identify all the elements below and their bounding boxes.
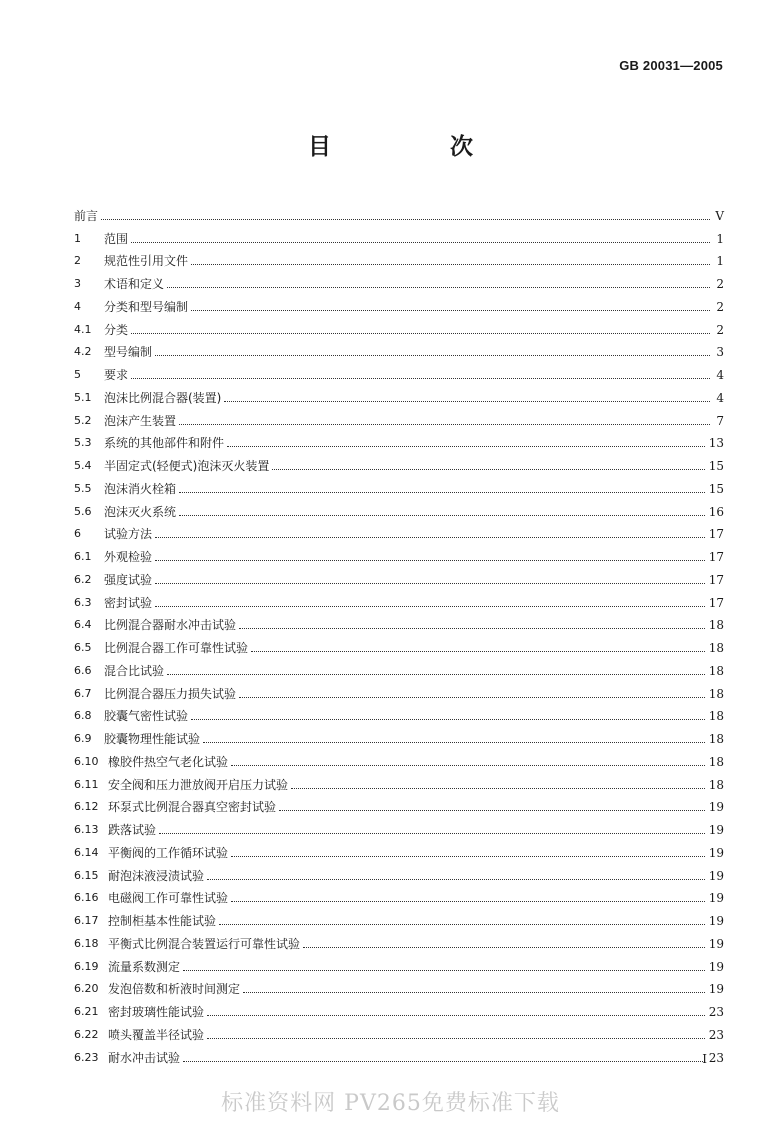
toc-entry-label: 术语和定义 bbox=[104, 277, 165, 291]
toc-entry[interactable] bbox=[74, 633, 724, 656]
dot-leader bbox=[203, 742, 705, 743]
toc-entry-number: 5.6 bbox=[74, 504, 92, 518]
toc-entry-number: 6.7 bbox=[74, 686, 92, 700]
toc-entry-label: 泡沫消火栓箱 bbox=[104, 481, 177, 496]
toc-entry[interactable] bbox=[74, 360, 724, 383]
dot-leader bbox=[101, 219, 710, 220]
toc-entry-label: 耐水冲击试验 bbox=[108, 1050, 181, 1065]
toc-entry-number: 6.23 bbox=[74, 1050, 99, 1064]
toc-entry-label: 混合比试验 bbox=[104, 663, 165, 678]
toc-entry-page: 15 bbox=[708, 481, 724, 496]
toc-entry-label: 比例混合器工作可靠性试验 bbox=[104, 641, 249, 655]
dot-leader bbox=[183, 1061, 705, 1062]
dot-leader bbox=[272, 469, 704, 470]
toc-entry[interactable] bbox=[74, 975, 724, 998]
toc-entry-number: 6.14 bbox=[74, 845, 99, 859]
toc-entry[interactable] bbox=[74, 292, 724, 315]
toc-entry-page: 19 bbox=[708, 823, 724, 837]
dot-leader bbox=[131, 242, 710, 243]
toc-entry-label: 喷头覆盖半径试验 bbox=[108, 1027, 205, 1042]
dot-leader bbox=[231, 901, 705, 902]
toc-entry-number: 6 bbox=[74, 527, 81, 541]
toc-entry-number: 5.1 bbox=[74, 390, 92, 404]
toc-entry-number: 2 bbox=[74, 254, 81, 268]
toc-entry[interactable] bbox=[74, 565, 724, 588]
toc-entry-label: 胶囊气密性试验 bbox=[104, 709, 189, 724]
dot-leader bbox=[155, 583, 705, 584]
toc-entry-number: 6.20 bbox=[74, 982, 99, 996]
toc-entry-number: 6.11 bbox=[74, 777, 99, 791]
toc-entry-number: 5 bbox=[74, 368, 81, 381]
toc-entry[interactable] bbox=[74, 497, 724, 520]
toc-entry[interactable] bbox=[74, 520, 724, 543]
toc-entry-label: 发泡倍数和析液时间测定 bbox=[108, 982, 241, 997]
toc-entry-label: 范围 bbox=[104, 231, 129, 246]
toc-entry-label: 系统的其他部件和附件 bbox=[104, 436, 225, 451]
toc-entry[interactable] bbox=[74, 451, 724, 474]
dot-leader bbox=[231, 765, 705, 766]
standard-code: GB 20031—2005 bbox=[619, 58, 723, 73]
dot-leader bbox=[191, 719, 705, 720]
toc-entry-page: 18 bbox=[708, 777, 724, 792]
toc-entry-number: 6.6 bbox=[74, 663, 92, 677]
toc-entry-page: 15 bbox=[708, 459, 724, 473]
toc-entry-page: 17 bbox=[708, 550, 724, 564]
toc-entry-page: 18 bbox=[708, 732, 724, 746]
toc-entry-page: 18 bbox=[708, 618, 724, 633]
toc-entry[interactable] bbox=[74, 793, 724, 816]
toc-entry[interactable] bbox=[74, 383, 724, 406]
toc-entry-page: 3 bbox=[716, 345, 724, 360]
toc-entry-number: 6.19 bbox=[74, 959, 99, 973]
dot-leader bbox=[239, 628, 705, 629]
toc-entry[interactable] bbox=[74, 406, 724, 429]
toc-entry[interactable] bbox=[74, 815, 724, 838]
toc-entry-number: 6.8 bbox=[74, 709, 92, 723]
dot-leader bbox=[231, 856, 705, 857]
toc-entry-number: 4.2 bbox=[74, 345, 92, 359]
toc-entry-page: 19 bbox=[708, 868, 724, 883]
toc-entry[interactable] bbox=[74, 884, 724, 907]
toc-entry[interactable] bbox=[74, 952, 724, 975]
toc-entry-number: 5.4 bbox=[74, 459, 92, 472]
toc-entry-label: 试验方法 bbox=[104, 527, 153, 542]
toc-entry[interactable] bbox=[74, 702, 724, 725]
toc-entry-page: 19 bbox=[708, 959, 724, 974]
toc-entry-number: 6.2 bbox=[74, 572, 92, 586]
toc-entry-number: 3 bbox=[74, 277, 81, 290]
dot-leader bbox=[191, 264, 710, 265]
toc-entry-page: 18 bbox=[708, 686, 724, 701]
toc-entry-number: 1 bbox=[74, 231, 81, 245]
toc-entry[interactable] bbox=[74, 474, 724, 497]
dot-leader bbox=[155, 606, 705, 607]
dot-leader bbox=[251, 651, 705, 652]
toc-entry[interactable] bbox=[74, 906, 724, 929]
toc-entry-page: 23 bbox=[708, 1050, 724, 1065]
toc-entry-number: 6.3 bbox=[74, 595, 92, 609]
toc-entry-label: 平衡式比例混合装置运行可靠性试验 bbox=[108, 936, 301, 951]
toc-entry-label: 型号编制 bbox=[104, 345, 153, 360]
dot-leader bbox=[227, 446, 705, 447]
toc-entry-page: 4 bbox=[716, 390, 724, 405]
toc-entry-page: 19 bbox=[708, 800, 724, 815]
toc-entry-page: 19 bbox=[708, 914, 724, 928]
page-title: 目 次 bbox=[308, 134, 521, 160]
toc-entry-label: 要求 bbox=[104, 368, 129, 382]
toc-entry-label: 橡胶件热空气老化试验 bbox=[108, 754, 229, 769]
dot-leader bbox=[239, 697, 705, 698]
dot-leader bbox=[207, 1015, 705, 1016]
toc-entry-label: 跌落试验 bbox=[108, 823, 157, 837]
dot-leader bbox=[155, 355, 710, 356]
toc-entry-label: 分类 bbox=[104, 322, 129, 337]
toc-entry-page: 17 bbox=[708, 595, 724, 610]
toc-entry[interactable] bbox=[74, 224, 724, 247]
dot-leader bbox=[179, 424, 710, 425]
toc-entry-page: 23 bbox=[708, 1005, 724, 1019]
toc-entry[interactable] bbox=[74, 542, 724, 565]
toc-entry-label: 流量系数测定 bbox=[108, 959, 181, 974]
toc-entry-page: 1 bbox=[716, 231, 724, 246]
toc-entry-page: 16 bbox=[708, 504, 724, 519]
toc-entry-label: 环泵式比例混合器真空密封试验 bbox=[108, 800, 277, 815]
toc-entry-label: 安全阀和压力泄放阀开启压力试验 bbox=[108, 777, 289, 792]
dot-leader bbox=[159, 833, 705, 834]
toc-entry-number: 6.12 bbox=[74, 800, 99, 814]
dot-leader bbox=[219, 924, 705, 925]
toc-entry-page: 13 bbox=[708, 436, 724, 451]
toc-entry[interactable] bbox=[74, 1020, 724, 1043]
toc-entry-number: 6.17 bbox=[74, 914, 99, 927]
toc-entry[interactable] bbox=[74, 588, 724, 611]
dot-leader bbox=[191, 310, 710, 311]
toc-entry-label: 分类和型号编制 bbox=[104, 299, 189, 314]
toc-entry-label: 半固定式(轻便式)泡沫灭火装置 bbox=[104, 459, 270, 473]
toc-entry-page: 18 bbox=[708, 663, 724, 678]
toc-entry-label: 胶囊物理性能试验 bbox=[104, 732, 201, 746]
toc-entry[interactable] bbox=[74, 838, 724, 861]
toc-entry-page: 18 bbox=[708, 709, 724, 724]
toc-entry[interactable] bbox=[74, 611, 724, 634]
dot-leader bbox=[155, 560, 705, 561]
page-number: I bbox=[702, 1052, 707, 1066]
toc-entry-label: 比例混合器压力损失试验 bbox=[104, 686, 237, 701]
dot-leader bbox=[291, 788, 705, 789]
toc-entry-number: 5.2 bbox=[74, 413, 92, 427]
toc-entry-page: 19 bbox=[708, 982, 724, 997]
dot-leader bbox=[303, 947, 705, 948]
toc-entry-number: 5.5 bbox=[74, 481, 92, 495]
toc-entry[interactable] bbox=[74, 338, 724, 361]
toc-entry-page: 18 bbox=[708, 754, 724, 769]
dot-leader bbox=[279, 810, 705, 811]
toc-entry[interactable] bbox=[74, 770, 724, 793]
dot-leader bbox=[207, 879, 705, 880]
toc-entry-label: 密封试验 bbox=[104, 595, 153, 610]
toc-entry-label: 泡沫比例混合器(装置) bbox=[104, 390, 222, 405]
toc-entry-number: 6.4 bbox=[74, 618, 92, 632]
toc-entry-label: 平衡阀的工作循环试验 bbox=[108, 845, 229, 860]
toc-entry[interactable] bbox=[74, 679, 724, 702]
toc-entry-label: 控制柜基本性能试验 bbox=[108, 914, 217, 928]
toc-entry[interactable] bbox=[74, 861, 724, 884]
toc-entry-page: 19 bbox=[708, 891, 724, 906]
toc-entry-number: 6.21 bbox=[74, 1005, 99, 1018]
toc-entry-label: 耐泡沫液浸渍试验 bbox=[108, 868, 205, 883]
toc-entry-page: 18 bbox=[708, 641, 724, 655]
toc-entry-label: 前言 bbox=[74, 208, 99, 223]
toc-entry-number: 4.1 bbox=[74, 322, 92, 336]
toc-entry[interactable] bbox=[74, 1043, 724, 1066]
toc-entry-page: 19 bbox=[708, 936, 724, 951]
toc-entry-number: 6.22 bbox=[74, 1027, 99, 1041]
dot-leader bbox=[207, 1038, 705, 1039]
dot-leader bbox=[167, 674, 705, 675]
toc-entry[interactable] bbox=[74, 429, 724, 452]
toc-entry[interactable] bbox=[74, 201, 724, 224]
toc-entry-page: V bbox=[715, 208, 724, 223]
toc-entry-number: 4 bbox=[74, 299, 81, 313]
watermark: 标准资料网 PV265免费标准下载 bbox=[221, 1091, 560, 1116]
toc-entry[interactable] bbox=[74, 315, 724, 338]
dot-leader bbox=[131, 333, 710, 334]
table-of-contents bbox=[74, 201, 724, 1066]
toc-entry-number: 6.1 bbox=[74, 550, 92, 563]
toc-entry-page: 2 bbox=[716, 322, 724, 337]
toc-entry-label: 泡沫灭火系统 bbox=[104, 504, 177, 519]
dot-leader bbox=[183, 970, 705, 971]
toc-entry[interactable] bbox=[74, 929, 724, 952]
toc-entry-page: 17 bbox=[708, 572, 724, 587]
toc-entry-page: 7 bbox=[716, 413, 724, 428]
toc-entry-number: 6.15 bbox=[74, 868, 99, 882]
toc-entry[interactable] bbox=[74, 247, 724, 270]
toc-entry-label: 规范性引用文件 bbox=[104, 254, 189, 269]
toc-entry-page: 1 bbox=[716, 254, 724, 269]
toc-entry-number: 6.18 bbox=[74, 936, 99, 950]
toc-entry-label: 强度试验 bbox=[104, 572, 153, 587]
toc-entry-label: 外观检验 bbox=[104, 550, 153, 564]
dot-leader bbox=[179, 492, 705, 493]
toc-entry-page: 4 bbox=[716, 368, 724, 382]
dot-leader bbox=[167, 287, 710, 288]
toc-entry-page: 23 bbox=[708, 1027, 724, 1042]
toc-entry-label: 电磁阀工作可靠性试验 bbox=[108, 891, 229, 906]
toc-entry[interactable] bbox=[74, 656, 724, 679]
toc-entry-label: 密封玻璃性能试验 bbox=[108, 1005, 205, 1019]
toc-entry-page: 2 bbox=[716, 277, 724, 291]
toc-entry-page: 2 bbox=[716, 299, 724, 314]
toc-entry[interactable] bbox=[74, 269, 724, 292]
toc-entry[interactable] bbox=[74, 997, 724, 1020]
toc-entry-number: 6.16 bbox=[74, 891, 99, 905]
dot-leader bbox=[131, 378, 710, 379]
toc-entry-number: 5.3 bbox=[74, 436, 92, 450]
dot-leader bbox=[243, 992, 705, 993]
dot-leader bbox=[179, 515, 705, 516]
dot-leader bbox=[155, 537, 705, 538]
toc-entry-label: 泡沫产生装置 bbox=[104, 413, 177, 428]
toc-entry-number: 6.13 bbox=[74, 823, 99, 836]
toc-entry-number: 6.9 bbox=[74, 732, 92, 745]
toc-entry-page: 19 bbox=[708, 845, 724, 860]
toc-entry-number: 6.5 bbox=[74, 641, 92, 654]
toc-entry-page: 17 bbox=[708, 527, 724, 542]
toc-entry[interactable] bbox=[74, 724, 724, 747]
toc-entry-number: 6.10 bbox=[74, 754, 99, 768]
toc-entry[interactable] bbox=[74, 747, 724, 770]
dot-leader bbox=[224, 401, 710, 402]
toc-entry-label: 比例混合器耐水冲击试验 bbox=[104, 618, 237, 633]
